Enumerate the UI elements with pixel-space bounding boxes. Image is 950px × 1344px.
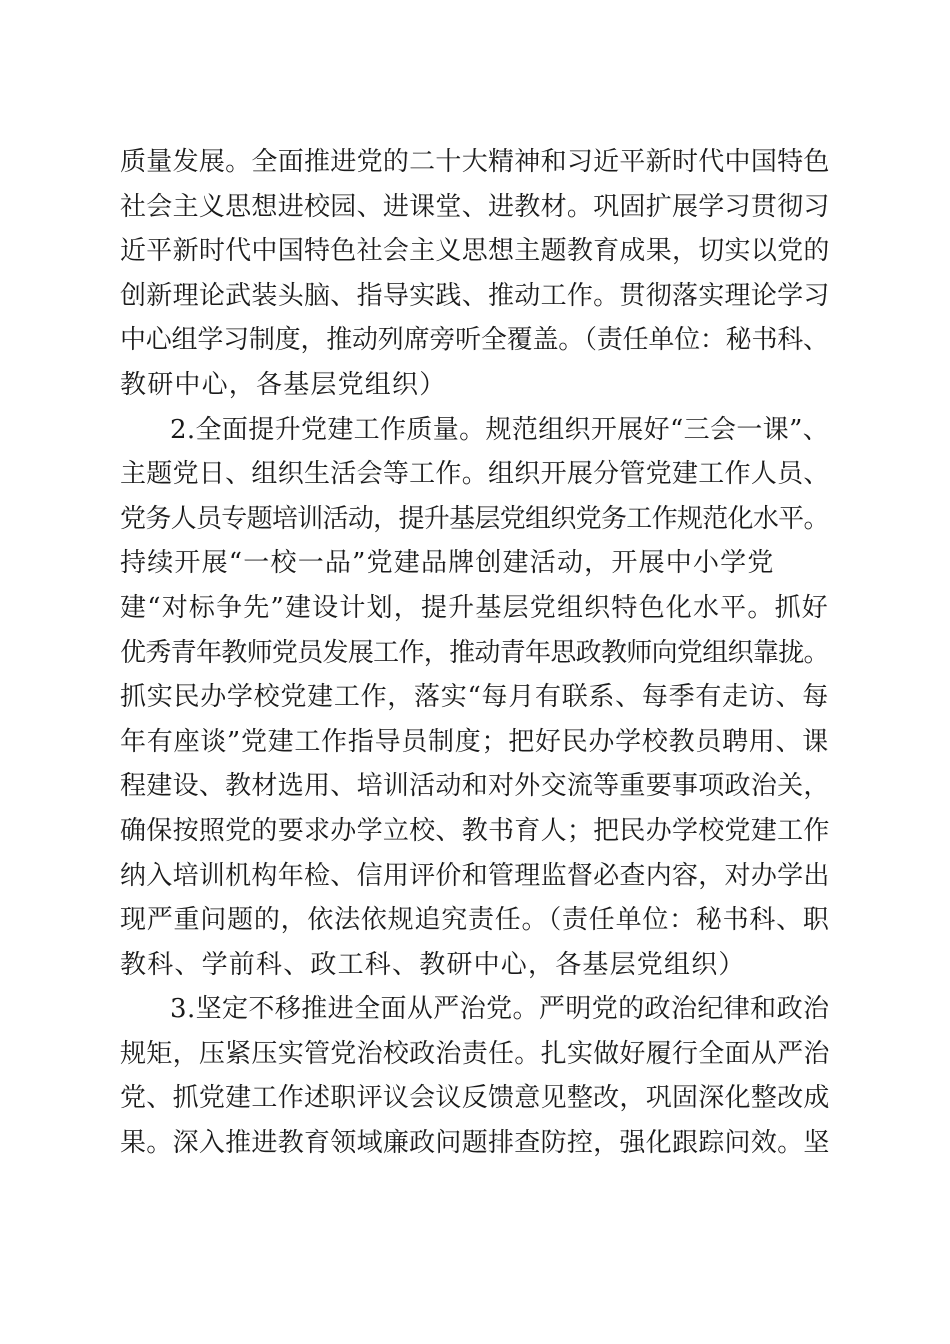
text-line: 创新理论武装头脑、指导实践、推动工作。贯彻落实理论学习 <box>120 280 830 311</box>
text-line: 果。深入推进教育领域廉政问题排查防控，强化跟踪问效。坚 <box>120 1128 830 1159</box>
text-line: 教科、学前科、政工科、教研中心，各基层党组织） <box>120 949 746 980</box>
text-line: 优秀青年教师党员发展工作，推动青年思政教师向党组织靠拢。 <box>120 637 829 668</box>
text-line: 年有座谈”党建工作指导员制度；把好民办学校教员聘用、课 <box>120 726 829 757</box>
text-line: 持续开展“一校一品”党建品牌创建活动，开展中小学党 <box>120 548 775 579</box>
text-line: 质量发展。全面推进党的二十大精神和习近平新时代中国特色 <box>120 147 830 177</box>
text-line: 中心组学习制度，推动列席旁听全覆盖。（责任单位：秘书科、 <box>120 325 829 356</box>
document-body <box>120 140 832 1166</box>
text-line: 确保按照党的要求办学立校、教书育人；把民办学校党建工作 <box>120 815 830 846</box>
text-line: 社会主义思想进校园、进课堂、进教材。巩固扩展学习贯彻习 <box>120 191 830 222</box>
text-line: 规矩，压紧压实管党治校政治责任。扎实做好履行全面从严治 <box>120 1038 830 1069</box>
text-line: 近平新时代中国特色社会主义思想主题教育成果，切实以党的 <box>120 236 830 267</box>
paragraph-strict-governance <box>120 987 832 1165</box>
text-line: 抓实民办学校党建工作，落实“每月有联系、每季有走访、每 <box>120 682 829 713</box>
text-line: 现严重问题的，依法依规追究责任。（责任单位：秘书科、职 <box>120 905 830 936</box>
text-line: 建“对标争先”建设计划，提升基层党组织特色化水平。抓好 <box>120 592 829 623</box>
text-line: 教研中心，各基层党组织） <box>120 369 447 400</box>
paragraph-party-building-quality <box>120 408 832 988</box>
text-line: 纳入培训机构年检、信用评价和管理监督必查内容，对办学出 <box>120 860 830 891</box>
paragraph-quality-development <box>120 140 832 408</box>
text-line: 3.坚定不移推进全面从严治党。严明党的政治纪律和政治 <box>170 994 830 1025</box>
text-line: 主题党日、组织生活会等工作。组织开展分管党建工作人员、 <box>120 459 830 490</box>
text-line: 党、抓党建工作述职评议会议反馈意见整改，巩固深化整改成 <box>120 1083 830 1114</box>
text-line: 2.全面提升党建工作质量。规范组织开展好“三会一课”、 <box>170 414 830 445</box>
text-line: 程建设、教材选用、培训活动和对外交流等重要事项政治关， <box>120 771 830 802</box>
text-line: 党务人员专题培训活动，提升基层党组织党务工作规范化水平。 <box>120 503 829 534</box>
